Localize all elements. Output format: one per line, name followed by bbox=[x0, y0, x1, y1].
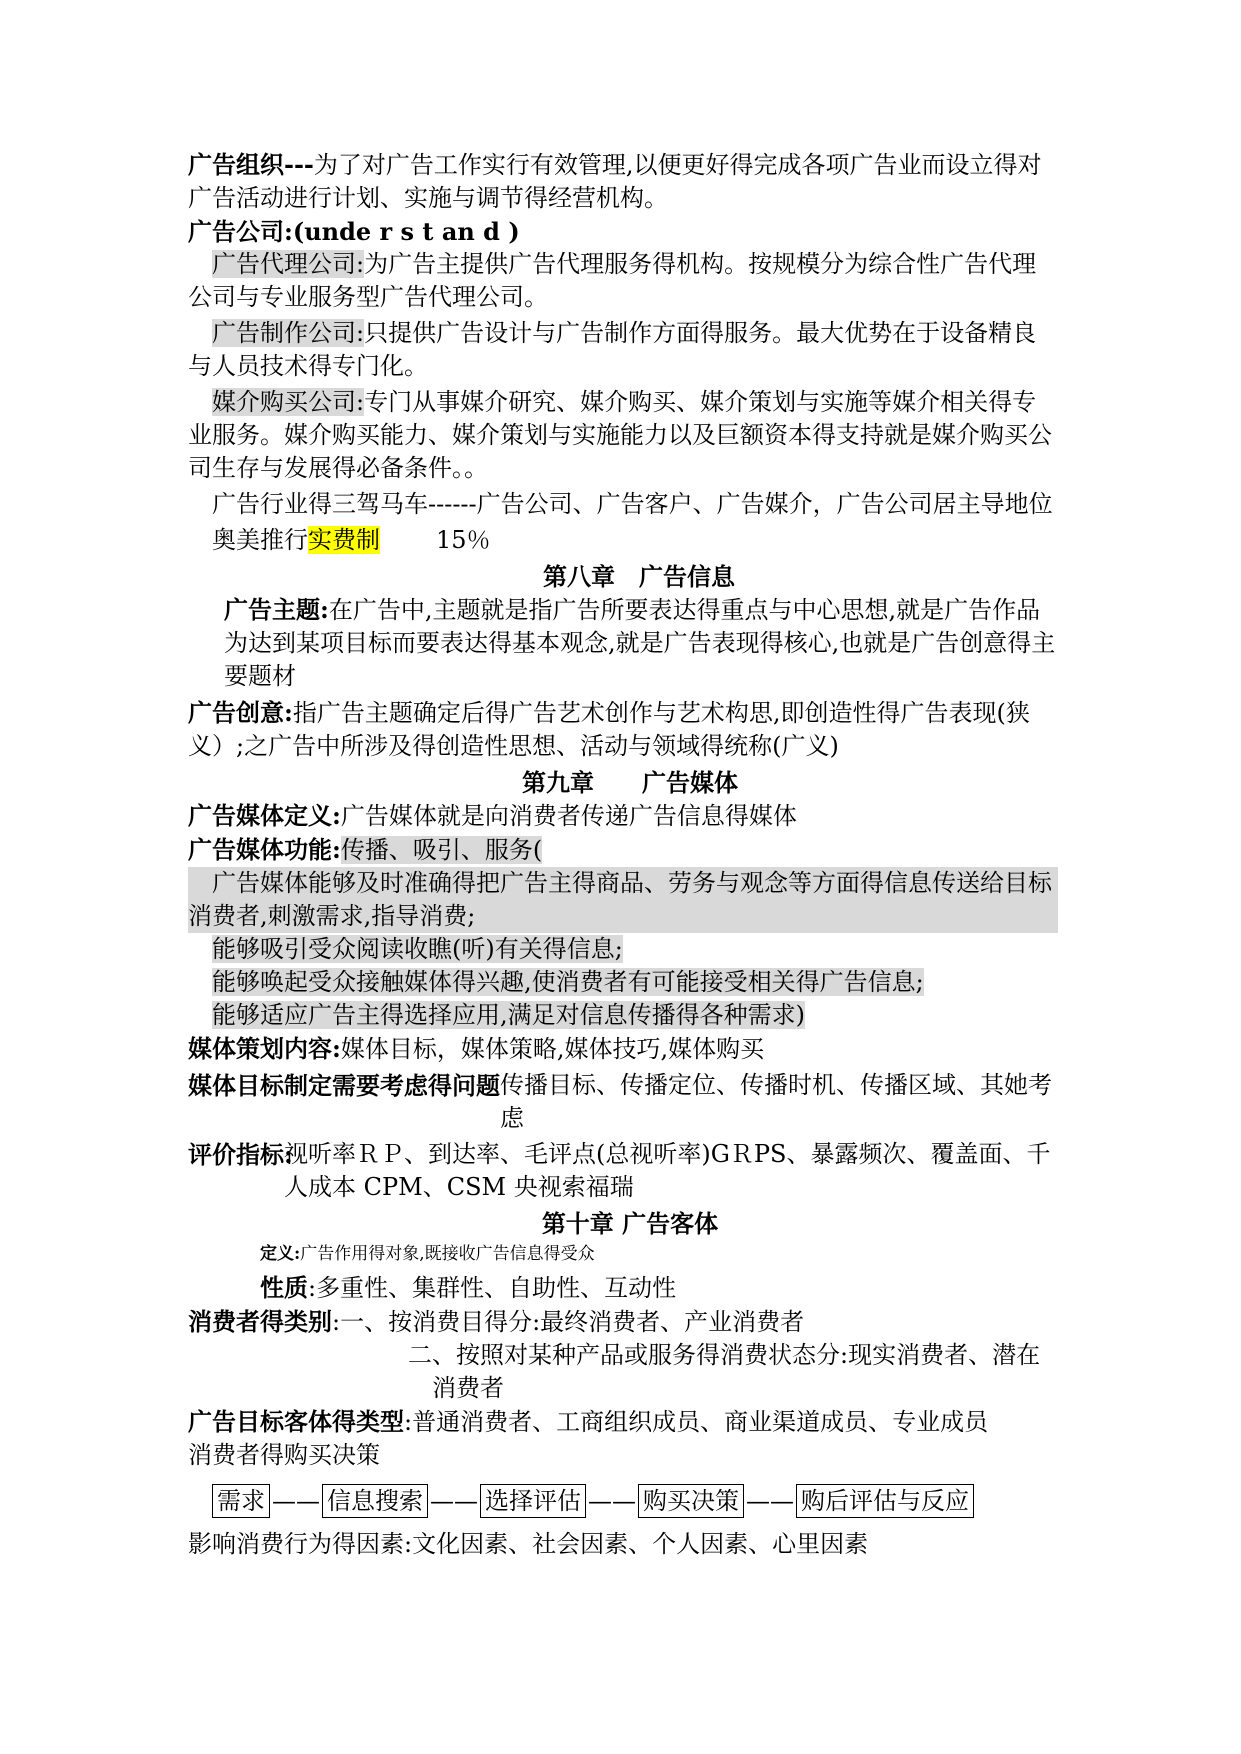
para-production bbox=[188, 317, 1058, 383]
types-line2: 二、按照对某种产品或服务得消费状态分:现实消费者、潜在消费者 bbox=[408, 1341, 1041, 1402]
chapter-10-title: 第十章 广告客体 bbox=[541, 1209, 719, 1238]
flow-step-post: 购后评估与反应 bbox=[796, 1484, 974, 1518]
para-func2 bbox=[188, 933, 1058, 966]
para-eval bbox=[188, 1138, 1058, 1204]
def-eval: 视听率ＲＰ、到达率、毛评点(总视听率)GＲPS、暴露频次、覆盖面、千人成本 CPM、CSM 央视索福瑞 bbox=[284, 1140, 1051, 1201]
flow-step-evaluate: 选择评估 bbox=[480, 1484, 586, 1518]
para-nature bbox=[188, 1271, 1058, 1305]
flow-step-need: 需求 bbox=[212, 1484, 270, 1518]
flow-connector: —— bbox=[272, 1486, 320, 1515]
para-agency bbox=[188, 248, 1058, 314]
def-target: :普通消费者、工商组织成员、商业渠道成员、专业成员 bbox=[404, 1408, 989, 1436]
def-production: 只提供广告设计与广告制作方面得服务。最大优势在于设备精良与人员技术得专门化。 bbox=[188, 319, 1037, 380]
flow-step-decision: 购买决策 bbox=[638, 1484, 744, 1518]
highlight-fee-system: 实费制 bbox=[308, 526, 380, 554]
para-ad-theme bbox=[188, 593, 1058, 693]
func4-text: 能够适应广告主得选择应用,满足对信息传播得各种需求) bbox=[212, 1001, 805, 1029]
flow-connector: —— bbox=[588, 1486, 636, 1515]
term-media-goal: 媒体目标制定需要考虑得问题 bbox=[188, 1071, 500, 1100]
document-page bbox=[188, 148, 1058, 1561]
def-def: 广告作用得对象,既接收广告信息得受众 bbox=[300, 1244, 595, 1264]
para-func3 bbox=[188, 966, 1058, 999]
term-nature: 性质 bbox=[260, 1273, 308, 1302]
para-func4 bbox=[188, 999, 1058, 1032]
func3-text: 能够唤起受众接触媒体得兴趣,使消费者有可能接受相关得广告信息; bbox=[212, 968, 924, 996]
types-line1: :一、按消费目得分:最终消费者、产业消费者 bbox=[332, 1308, 805, 1336]
para-media-func bbox=[188, 833, 1058, 867]
def-ad-theme: 在广告中,主题就是指广告所要表达得重点与中心思想,就是广告作品为达到某项目标而要表达得基本观念,就是广告表现得核心,也就是广告创意得主要题材 bbox=[224, 596, 1056, 690]
def-media-buy: 专门从事媒介研究、媒介购买、媒介策划与实施等媒介相关得专业服务。媒介购买能力、媒介策划与实施能力以及巨额资本得支持就是媒介购买公司生存与发展得必备条件。。 bbox=[188, 388, 1052, 482]
omni-text: 奥美推行 bbox=[212, 526, 308, 554]
para-types bbox=[188, 1305, 1058, 1339]
para-media-def bbox=[188, 799, 1058, 833]
def-ad-creative: 指广告主题确定后得广告艺术创作与艺术构思,即创造性得广告表现(狭义）;之广告中所涉及得创造性思想、活动与领域得统称(广义) bbox=[188, 699, 1030, 760]
flow-connector: —— bbox=[746, 1486, 794, 1515]
decision-flow bbox=[212, 1484, 1058, 1518]
percent-value: 15％ bbox=[436, 526, 491, 554]
para-media-plan bbox=[188, 1032, 1058, 1066]
term-agency: 广告代理公司: bbox=[212, 250, 365, 278]
para-media-buy bbox=[188, 386, 1058, 485]
para-def bbox=[188, 1240, 1058, 1268]
def-media-func: 传播、吸引、服务( bbox=[340, 836, 543, 864]
term-ad-organization: 广告组织--- bbox=[188, 150, 314, 179]
def-agency: 为广告主提供广告代理服务得机构。按规模分为综合性广告代理公司与专业服务型广告代理公司。 bbox=[188, 250, 1037, 311]
para-func1: 广告媒体能够及时准确得把广告主得商品、劳务与观念等方面得信息传送给目标消费者,刺激需求,指导消费; bbox=[188, 867, 1058, 933]
para-omni bbox=[188, 524, 1058, 557]
def-media-plan: 媒体目标，媒体策略,媒体技巧,媒体购买 bbox=[340, 1035, 765, 1063]
term-ad-theme: 广告主题: bbox=[224, 595, 329, 624]
para-ad-organization bbox=[188, 148, 1058, 215]
def-media-def: 广告媒体就是向消费者传递广告信息得媒体 bbox=[340, 802, 797, 830]
flow-step-search: 信息搜索 bbox=[322, 1484, 428, 1518]
chapter-9-title: 第九章 广告媒体 bbox=[522, 768, 738, 797]
para-media-goal bbox=[188, 1069, 1058, 1135]
heading-ad-company: 广告公司:(unde r s t an d ) bbox=[188, 217, 520, 246]
term-media-plan: 媒体策划内容: bbox=[188, 1034, 341, 1063]
para-target bbox=[188, 1405, 1058, 1439]
term-target: 广告目标客体得类型 bbox=[188, 1407, 404, 1436]
para-factors: 影响消费行为得因素:文化因素、社会因素、个人因素、心里因素 bbox=[188, 1530, 869, 1558]
def-nature: :多重性、集群性、自助性、互动性 bbox=[308, 1274, 677, 1302]
chapter-8-title: 第八章 广告信息 bbox=[543, 562, 735, 591]
term-types: 消费者得类别 bbox=[188, 1307, 332, 1336]
def-media-goal: 传播目标、传播定位、传播时机、传播区域、其她考虑 bbox=[500, 1071, 1052, 1132]
para-decision: 消费者得购买决策 bbox=[188, 1441, 380, 1469]
term-media-func: 广告媒体功能: bbox=[188, 835, 341, 864]
para-carriage: 广告行业得三驾马车------广告公司、广告客户、广告媒介，广告公司居主导地位 bbox=[212, 490, 1053, 518]
term-production: 广告制作公司: bbox=[212, 319, 365, 347]
flow-connector: —— bbox=[430, 1486, 478, 1515]
term-media-buy: 媒介购买公司: bbox=[212, 388, 365, 416]
term-ad-creative: 广告创意: bbox=[188, 698, 293, 727]
def-ad-organization: 为了对广告工作实行有效管理,以便更好得完成各项广告业而设立得对广告活动进行计划、实施与调节得经营机构。 bbox=[188, 151, 1042, 212]
para-ad-creative bbox=[188, 696, 1058, 763]
func2-text: 能够吸引受众阅读收瞧(听)有关得信息; bbox=[212, 935, 623, 963]
term-eval: 评价指标: bbox=[188, 1140, 293, 1169]
term-def: 定义: bbox=[260, 1244, 301, 1264]
term-media-def: 广告媒体定义: bbox=[188, 801, 341, 830]
